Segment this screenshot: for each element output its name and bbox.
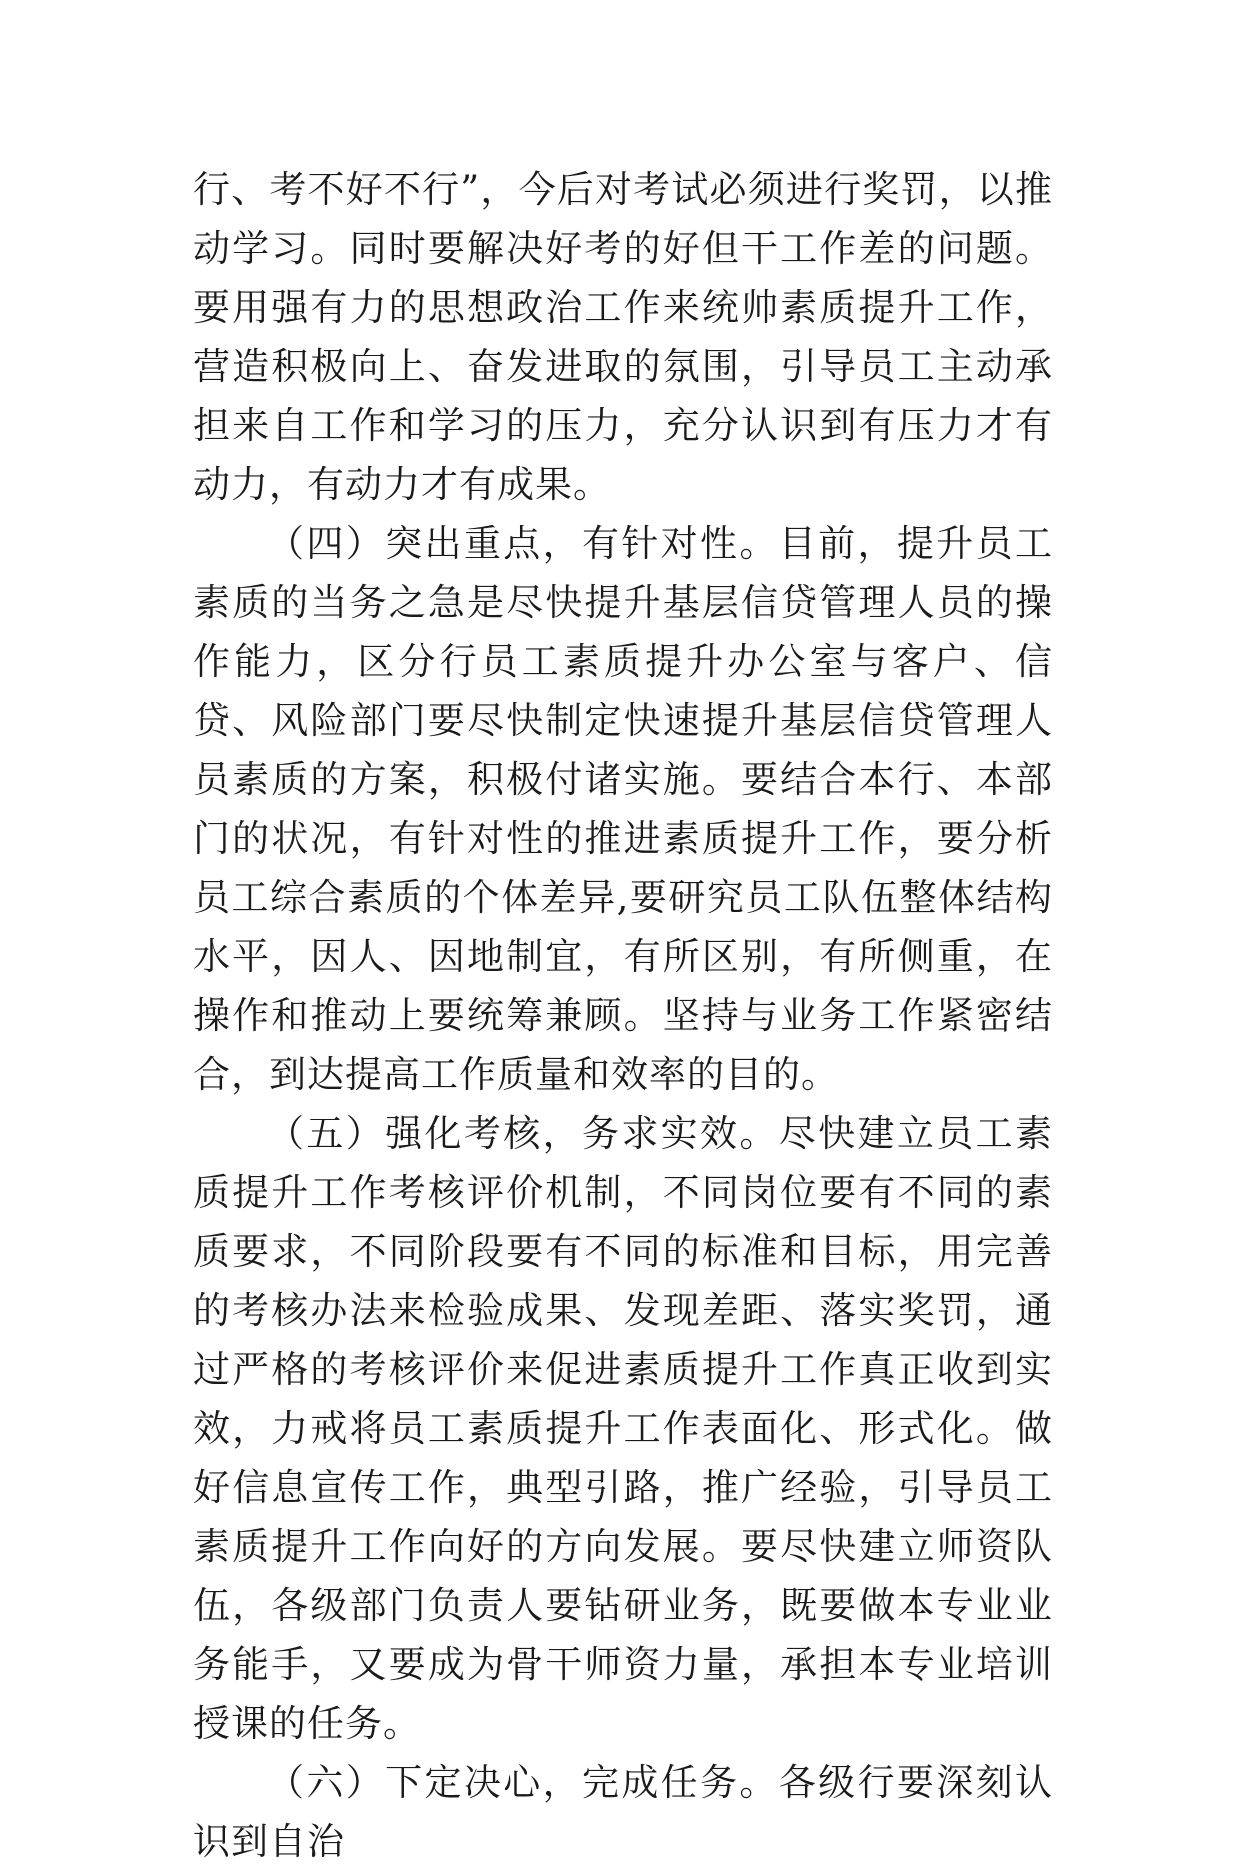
paragraph-continuation: 行、考不好不行”，今后对考试必须进行奖罚，以推动学习。同时要解决好考的好但干工作差的问题。要用强有力的思想政治工作来统帅素质提升工作，营造积极向上、奋发进取的氛围，引导员工主动承担来自工作和学习的压力，充分认识到有压力才有动力，有动力才有成果。 xyxy=(193,168,1053,506)
document-body xyxy=(193,160,1053,1871)
paragraph-section-4: （四）突出重点，有针对性。目前，提升员工素质的当务之急是尽快提升基层信贷管理人员的操作能力，区分行员工素质提升办公室与客户、信贷、风险部门要尽快制定快速提升基层信贷管理人员素质的方案，积极付诸实施。要结合本行、本部门的状况，有针对性的推进素质提升工作，要分析员工综合素质的个体差异,要研究员工队伍整体结构水平，因人、因地制宜，有所区别，有所侧重，在操作和推动上要统筹兼顾。坚持与业务工作紧密结合，到达提高工作质量和效率的目的。 xyxy=(193,522,1053,1096)
paragraph-section-5: （五）强化考核，务求实效。尽快建立员工素质提升工作考核评价机制，不同岗位要有不同的素质要求，不同阶段要有不同的标准和目标，用完善的考核办法来检验成果、发现差距、落实奖罚，通过严格的考核评价来促进素质提升工作真正收到实效，力戒将员工素质提升工作表面化、形式化。做好信息宣传工作，典型引路，推广经验，引导员工素质提升工作向好的方向发展。要尽快建立师资队伍，各级部门负责人要钻研业务，既要做本专业业务能手，又要成为骨干师资力量，承担本专业培训授课的任务。 xyxy=(193,1112,1053,1745)
paragraph-section-6: （六）下定决心，完成任务。各级行要深刻认识到自治 xyxy=(193,1761,1053,1863)
